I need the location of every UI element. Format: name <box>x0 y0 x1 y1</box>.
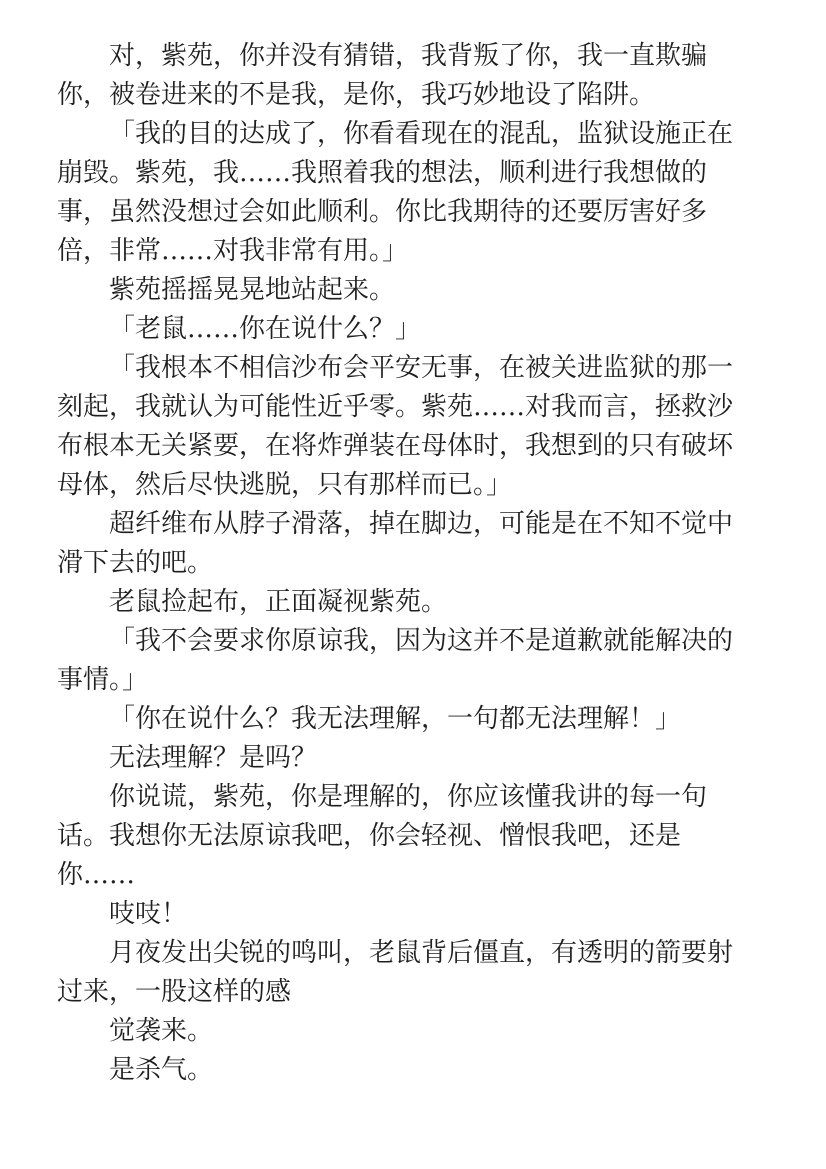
paragraph-3: 紫苑摇摇晃晃地站起来。 <box>109 275 396 305</box>
paragraph-11: 你说谎，紫苑，你是理解的，你应该懂我讲的每一句话。我想你无法原谅我吧，你会轻视、憎恨我吧，还是你…… <box>57 782 708 890</box>
paragraph-14: 觉袭来。 <box>109 1016 214 1046</box>
paragraph-7: 老鼠捡起布，正面凝视紫苑。 <box>109 587 448 617</box>
paragraph-1: 对，紫苑，你并没有猜错，我背叛了你，我一直欺骗你，被卷进来的不是我，是你，我巧妙地设了陷阱。 <box>57 41 708 110</box>
paragraph-5: 「我根本不相信沙布会平安无事，在被关进监狱的那一刻起，我就认为可能性近乎零。紫苑……对我而言，拯救沙布根本无关紧要，在将炸弹装在母体时，我想到的只有破坏母体，然后尽快逃脱，只有那样而已。」 <box>57 353 734 500</box>
document-page <box>57 37 757 1090</box>
paragraph-4: 「老鼠……你在说什么？」 <box>109 314 422 344</box>
paragraph-8: 「我不会要求你原谅我，因为这并不是道歉就能解决的事情。」 <box>57 626 734 695</box>
paragraph-9: 「你在说什么？我无法理解，一句都无法理解！」 <box>109 704 682 734</box>
paragraph-13: 月夜发出尖锐的鸣叫，老鼠背后僵直，有透明的箭要射过来，一股这样的感 <box>57 938 734 1007</box>
paragraph-15: 是杀气。 <box>109 1055 214 1085</box>
paragraph-10: 无法理解？是吗？ <box>109 743 318 773</box>
paragraph-6: 超纤维布从脖子滑落，掉在脚边，可能是在不知不觉中滑下去的吧。 <box>57 509 734 578</box>
paragraph-12: 吱吱！ <box>109 899 188 929</box>
paragraph-2: 「我的目的达成了，你看看现在的混乱，监狱设施正在崩毁。紫苑，我……我照着我的想法，顺利进行我想做的事，虽然没想过会如此顺利。你比我期待的还要厉害好多倍，非常……对我非常有用。」 <box>57 119 734 266</box>
